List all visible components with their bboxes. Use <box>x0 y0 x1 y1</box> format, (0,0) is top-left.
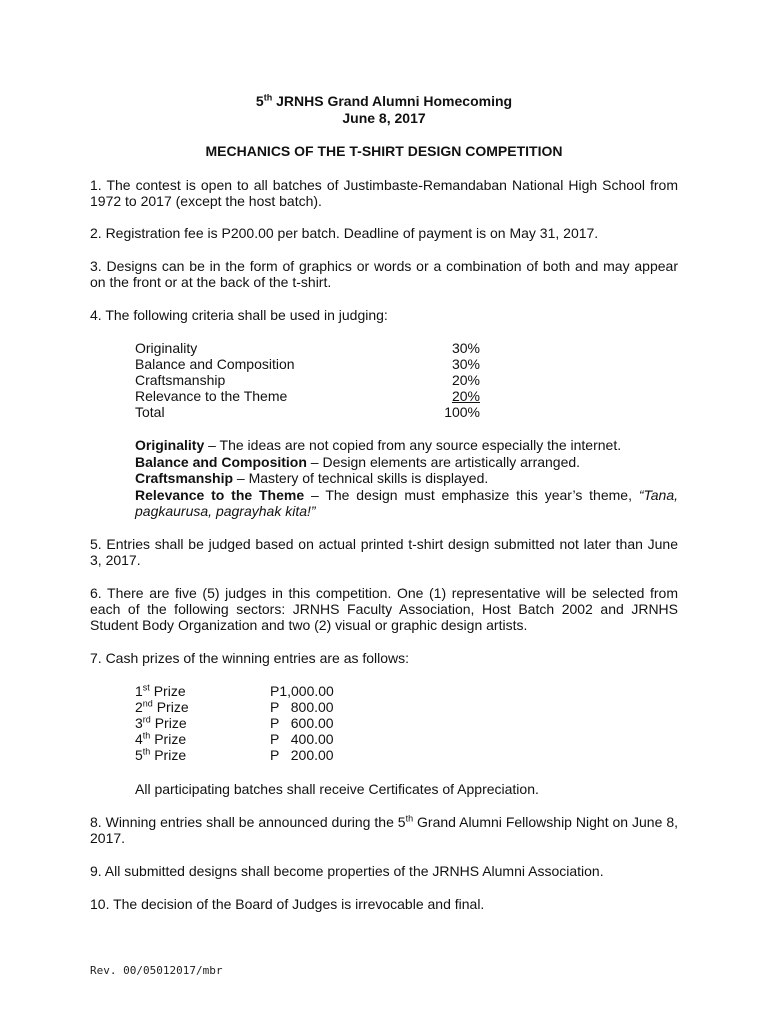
item-4: 4. The following criteria shall be used in judging: <box>90 307 388 323</box>
item-8-text-start: 8. Winning entries shall be announced during the 5 <box>90 814 406 830</box>
revision-footer: Rev. 00/05012017/mbr <box>90 964 223 977</box>
criteria-percent: 30% <box>451 340 480 356</box>
criteria-name: Relevance to the Theme <box>135 388 288 404</box>
definition-originality <box>135 437 678 453</box>
definition-text: – The ideas are not copied from any source especially the internet. <box>204 437 622 453</box>
prize-amount: P 200.00 <box>270 747 334 763</box>
prize-ordinal: th <box>142 746 151 757</box>
prize-word: Prize <box>149 683 186 699</box>
prize-number: 1 <box>135 683 143 699</box>
item-7: 7. Cash prizes of the winning entries are as follows: <box>90 650 410 666</box>
prize-amount: P1,000.00 <box>270 683 334 699</box>
header-date: June 8, 2017 <box>342 110 426 126</box>
criteria-name: Originality <box>135 340 198 356</box>
prize-word: Prize <box>150 715 187 731</box>
prize-ordinal: st <box>142 682 150 693</box>
item-2: 2. Registration fee is P200.00 per batch. Deadline of payment is on May 31, 2017. <box>90 225 599 241</box>
prize-label <box>135 747 186 763</box>
criteria-percent: 20% <box>451 372 480 388</box>
prize-number: 4 <box>135 731 143 747</box>
definition-label: Originality <box>135 437 205 453</box>
prize-amount: P 600.00 <box>270 715 334 731</box>
certificates-note: All participating batches shall receive Certificates of Appreciation. <box>135 781 539 797</box>
header-event-name: JRNHS Grand Alumni Homecoming <box>272 93 513 109</box>
definition-relevance <box>135 487 678 519</box>
prize-amount: P 400.00 <box>270 731 334 747</box>
criteria-percent: 30% <box>451 356 480 372</box>
header-homecoming-line <box>0 93 768 109</box>
prize-label <box>135 731 186 747</box>
prize-amount: P 800.00 <box>270 699 334 715</box>
criteria-percent-underlined: 20% <box>451 388 480 404</box>
definition-text: – The design must emphasize this year’s theme, <box>304 487 639 503</box>
header-ordinal-number: 5 <box>255 93 264 109</box>
criteria-percent <box>420 388 480 404</box>
prize-label <box>135 683 186 699</box>
item-5: 5. Entries shall be judged based on actual printed t-shirt design submitted not later than June 3, 2017. <box>90 536 678 568</box>
prize-word: Prize <box>152 699 189 715</box>
prize-label <box>135 715 187 731</box>
definition-label: Relevance to the Theme <box>135 487 305 503</box>
prize-ordinal: rd <box>142 714 151 725</box>
criteria-name: Balance and Composition <box>135 356 295 372</box>
item-10: 10. The decision of the Board of Judges is irrevocable and final. <box>90 896 485 912</box>
prize-label <box>135 699 189 715</box>
document-title: MECHANICS OF THE T-SHIRT DESIGN COMPETITION <box>205 143 563 159</box>
prize-word: Prize <box>150 731 187 747</box>
criteria-total-label: Total <box>135 404 165 420</box>
item-9: 9. All submitted designs shall become properties of the JRNHS Alumni Association. <box>90 863 604 879</box>
prize-number: 5 <box>135 747 143 763</box>
criteria-total-percent: 100% <box>444 404 480 420</box>
prize-ordinal: nd <box>142 698 153 709</box>
definition-label: Balance and Composition <box>135 454 307 470</box>
item-8-ordinal: th <box>405 813 414 824</box>
item-8 <box>90 814 678 846</box>
definition-text: – Design elements are artistically arranged. <box>306 454 581 470</box>
definition-craftsmanship <box>135 470 678 486</box>
theme-quote: “Tana, pagkaurusa, pagrayhak kita!” <box>135 487 678 519</box>
definition-text: – Mastery of technical skills is displayed. <box>233 470 489 486</box>
item-1: 1. The contest is open to all batches of Justimbaste-Remandaban National High School from 1972 to 2017 (except the host batch). <box>90 177 678 209</box>
prize-ordinal: th <box>142 730 151 741</box>
header-ordinal-suffix: th <box>263 92 273 103</box>
prize-number: 3 <box>135 715 143 731</box>
definition-balance <box>135 454 678 470</box>
prize-word: Prize <box>150 747 187 763</box>
item-3: 3. Designs can be in the form of graphics or words or a combination of both and may appear on the front or at the back of the t-shirt. <box>90 258 678 290</box>
criteria-name: Craftsmanship <box>135 372 226 388</box>
definition-label: Craftsmanship <box>135 470 234 486</box>
item-8-text-end: Grand Alumni Fellowship Night on June 8, 2017. <box>90 814 678 846</box>
prize-number: 2 <box>135 699 143 715</box>
item-6: 6. There are five (5) judges in this competition. One (1) representative will be selected from each of the following sectors: JRNHS Faculty Association, Host Batch 2002 and JRNHS Student Body Organization and two (2) visual or graphic design artists. <box>90 585 678 633</box>
